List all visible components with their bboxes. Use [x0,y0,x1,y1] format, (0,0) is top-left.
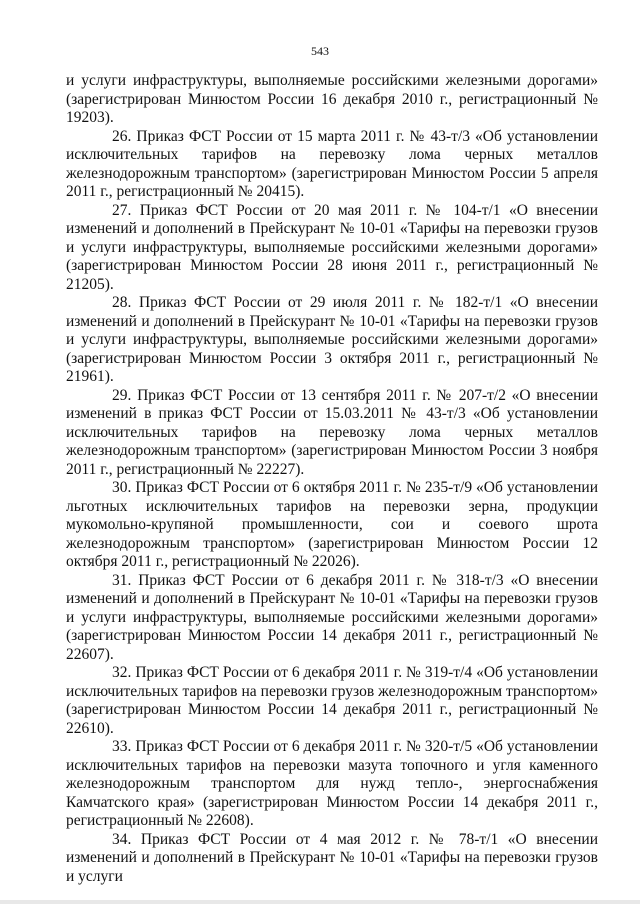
paragraph-item-32: 32. Приказ ФСТ России от 6 декабря 2011 г. № 319-т/4 «Об установлении исключительных тарифов на перевозки грузов железнодорожным транспортом» (зарегистрирован Минюстом России 14 декабря 2011 г., регистрационный № 22610). [66,664,598,737]
paragraph-item-34: 34. Приказ ФСТ России от 4 мая 2012 г. № 78-т/1 «О внесении изменений и дополнений в Прейскурант № 10-01 «Тарифы на перевозки грузов и услуги [66,830,598,885]
paragraph-item-28: 28. Приказ ФСТ России от 29 июля 2011 г. № 182-т/1 «О внесении изменений и дополнений в Прейскурант № 10-01 «Тарифы на перевозки грузов и услуги инфраструктуры, выполняемые российскими железными дорогами» (зарегистрирован Минюстом России 3 октября 2011 г., регистрационный № 21961). [66,294,598,385]
page-number: 543 [311,44,329,58]
page-bottom-edge [0,900,640,904]
paragraph-item-26: 26. Приказ ФСТ России от 15 марта 2011 г. № 43-т/3 «Об установлении исключительных тарифов на перевозку лома черных металлов железнодорожным транспортом» (зарегистрирован Минюстом России 5 апреля 2011 г., регистрационный № 20415). [66,127,598,200]
document-body [66,72,598,886]
paragraph-item-27: 27. Приказ ФСТ России от 20 мая 2011 г. № 104-т/1 «О внесении изменений и дополнений в Прейскурант № 10-01 «Тарифы на перевозки грузов и услуги инфраструктуры, выполняемые российскими железными дорогами» (зарегистрирован Минюстом России 28 июня 2011 г., регистрационный № 21205). [66,201,598,293]
paragraph-item-33: 33. Приказ ФСТ России от 6 декабря 2011 г. № 320-т/5 «Об установлении исключительных тарифов на перевозки мазута топочного и угля каменного железнодорожным транспортом для нужд тепло-, энергоснабжения Камчатского края» (зарегистрирован Минюстом России 14 декабря 2011 г., регистрационный № 22608). [66,738,598,829]
paragraph-item-31: 31. Приказ ФСТ России от 6 декабря 2011 г. № 318-т/3 «О внесении изменений и дополнений в Прейскурант № 10-01 «Тарифы на перевозки грузов и услуги инфраструктуры, выполняемые российскими железными дорогами» (зарегистрирован Минюстом России 14 декабря 2011 г., регистрационный № 22607). [66,571,598,663]
paragraph-continuation: и услуги инфраструктуры, выполняемые российскими железными дорогами» (зарегистрирован Минюстом России 16 декабря 2010 г., регистрационный № 19203). [66,72,598,126]
paragraph-item-29: 29. Приказ ФСТ России от 13 сентября 2011 г. № 207-т/2 «О внесении изменений в приказ ФСТ России от 15.03.2011 № 43-т/3 «Об установлении исключительных тарифов на перевозку лома черных металлов железнодорожным транспортом» (зарегистрирован Минюстом России 3 ноября 2011 г., регистрационный № 22227). [66,386,598,478]
paragraph-item-30: 30. Приказ ФСТ России от 6 октября 2011 г. № 235-т/9 «Об установлении льготных исключительных тарифов на перевозки зерна, продукции мукомольно-крупяной промышленности, сои и соевого шрота железнодорожным транспортом» (зарегистрирован Минюстом России 12 октября 2011 г., регистрационный № 22026). [66,479,598,570]
